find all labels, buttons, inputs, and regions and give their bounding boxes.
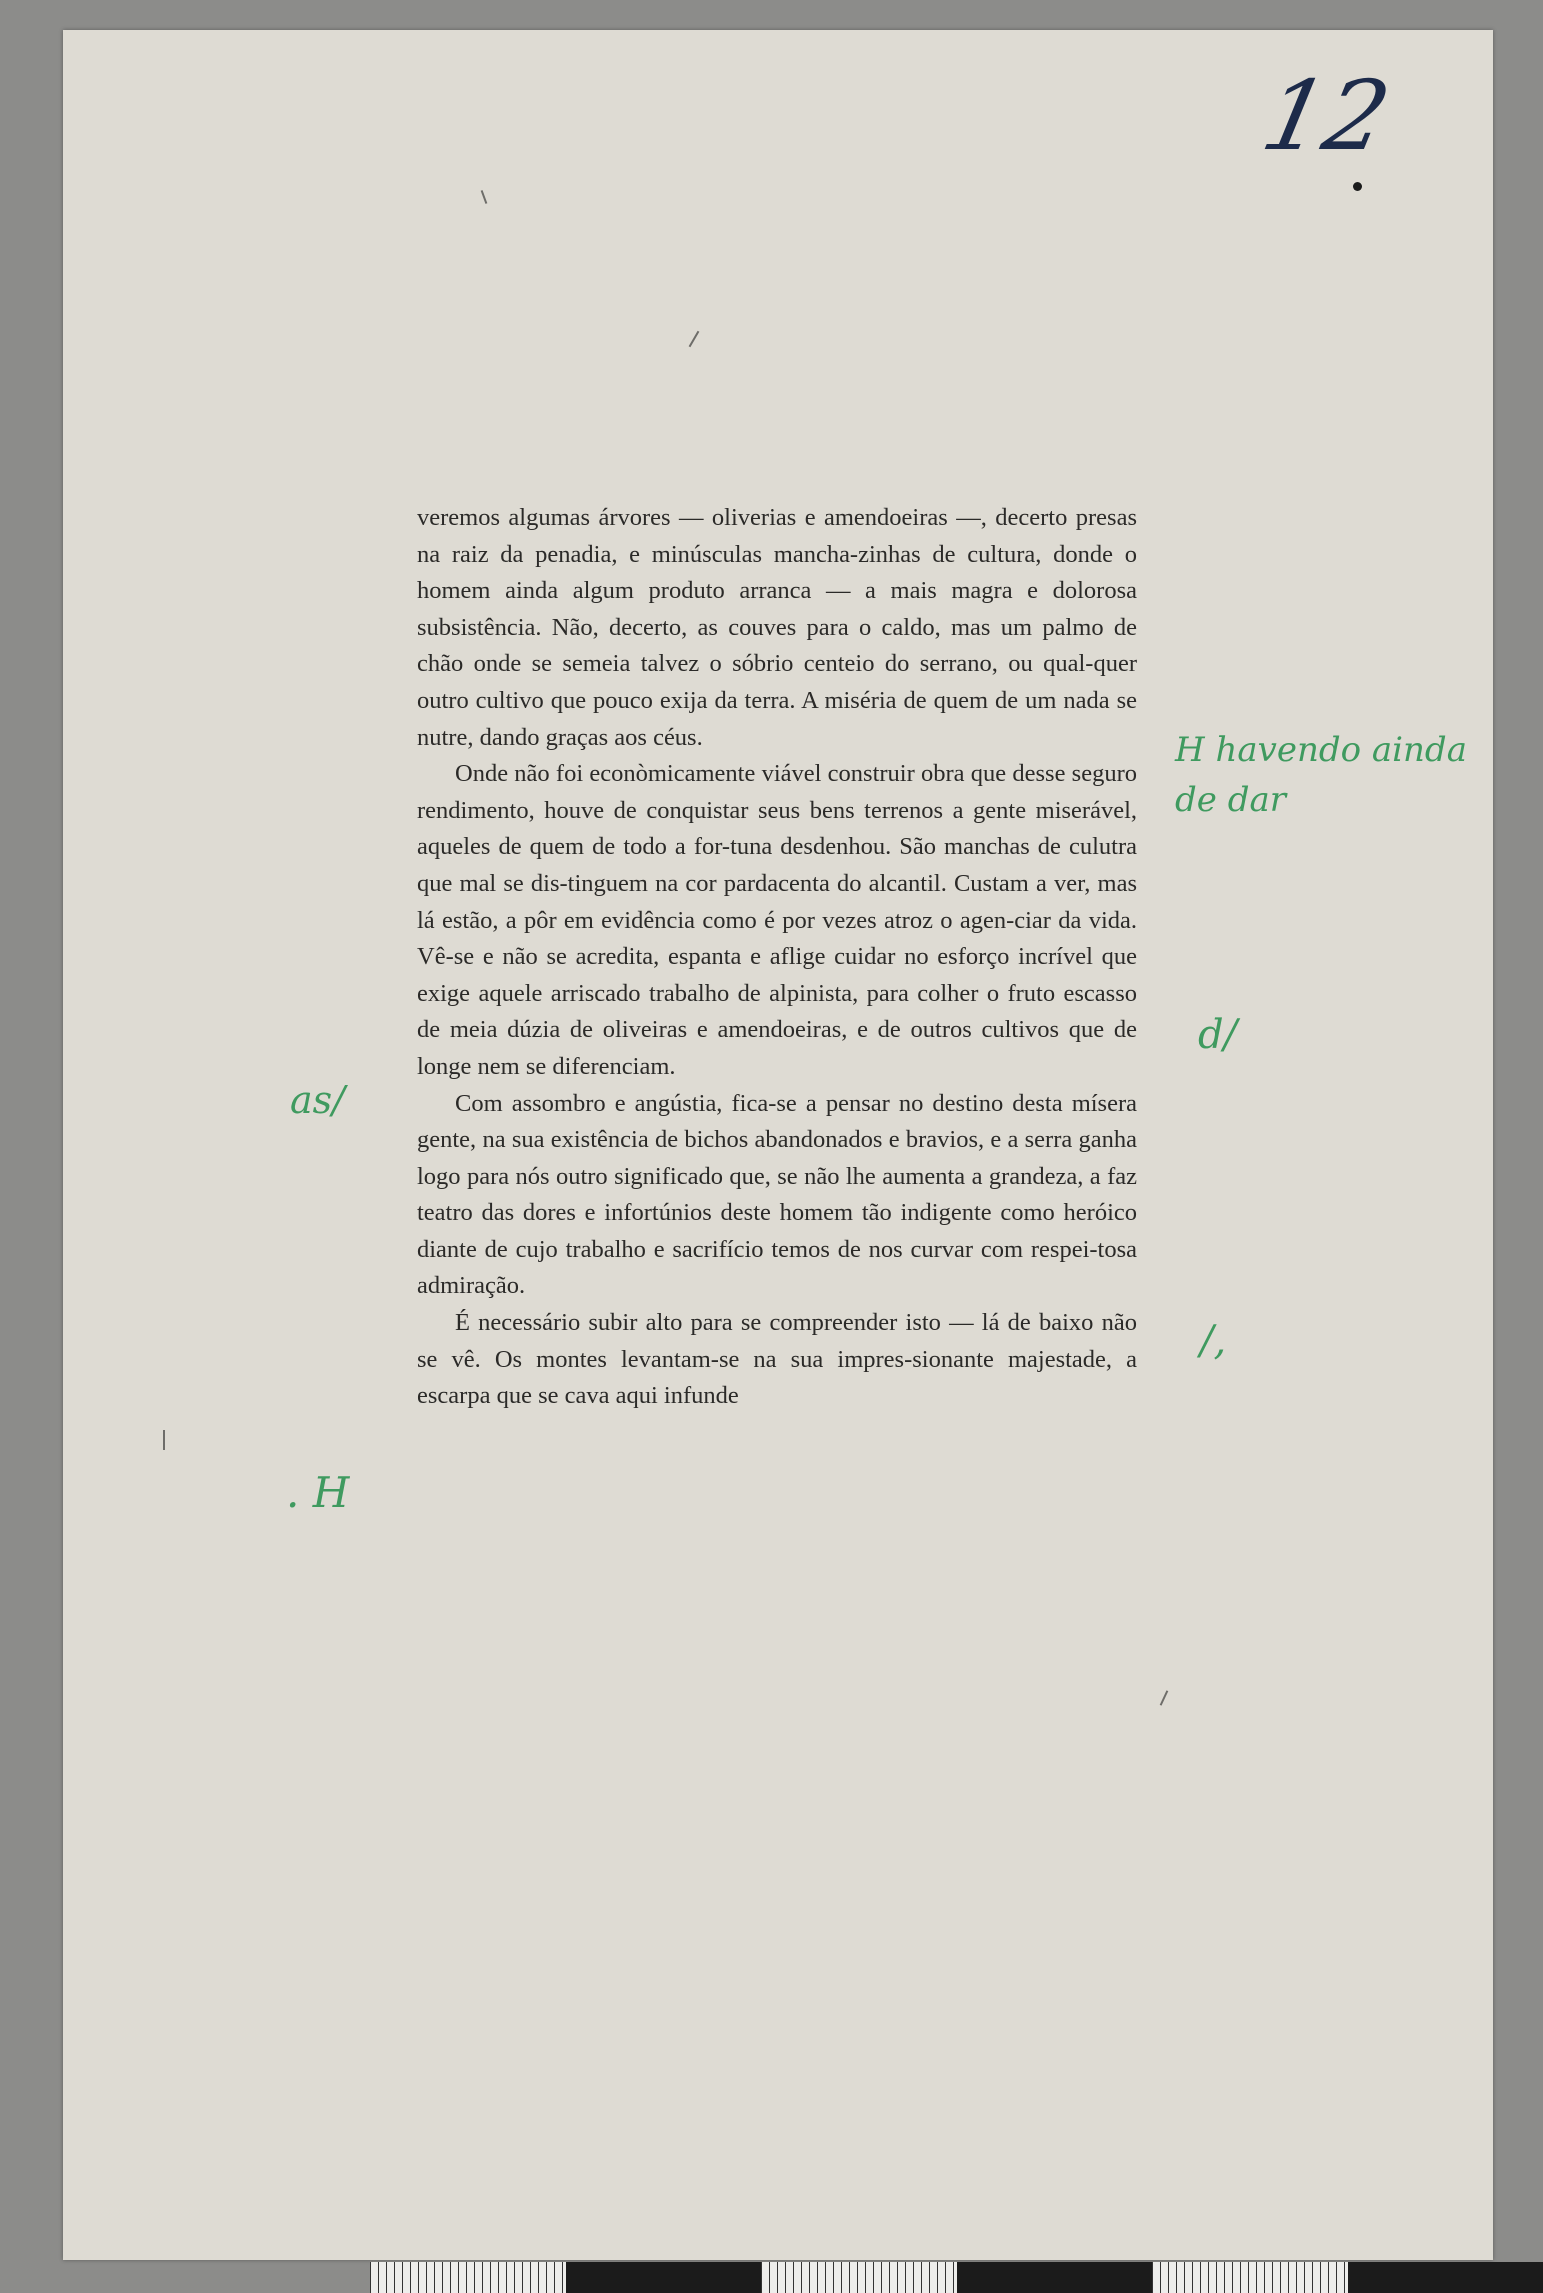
scale-segment	[566, 2262, 762, 2293]
page-number: 12	[1253, 60, 1400, 172]
color-scale-bar	[370, 2262, 1543, 2293]
ink-dot	[1353, 182, 1362, 191]
scale-segment	[1348, 2262, 1543, 2293]
paragraph-1: veremos algumas árvores — oliverias e amendoeiras —, decerto presas na raiz da penadia, e minúsculas mancha-zinhas de cultura, donde o homem ainda algum produto arranca — a mais magra e dolorosa subsistência. Não, decerto, as couves para o caldo, mas um palmo de chão onde se semeia talvez o sóbrio centeio do serrano, ou qual-quer outro cultivo que pouco exija da terra. A miséria de quem de um nada se nutre, dando graças aos céus.	[417, 504, 1137, 751]
margin-note-as: as/	[290, 1078, 345, 1122]
margin-note-comma: /,	[1200, 1318, 1227, 1364]
paper-fiber-mark	[163, 1430, 165, 1450]
paper-fiber-mark	[1160, 1690, 1169, 1705]
scale-segment	[370, 2262, 566, 2293]
body-text	[417, 500, 1137, 1415]
paragraph-3: Com assombro e angústia, fica-se a pensar no destino desta mísera gente, na sua existência de bichos abandonados e bravios, e a serra ganha logo para nós outro significado que, se não lhe aumenta a grandeza, a faz teatro das dores e infortúnios deste homem tão indigente como heróico diante de cujo trabalho e sacrifício temos de nos curvar com respei-tosa admiração.	[417, 1089, 1137, 1300]
paragraph-4: É necessário subir alto para se compreender isto — lá de baixo não se vê. Os montes levantam-se na sua impres-sionante majestade, a escarpa que se cava aqui infunde	[417, 1309, 1137, 1410]
paper-fiber-mark	[689, 331, 700, 348]
paper-fiber-mark	[481, 190, 488, 204]
margin-note-havendo-ainda-de-dar: H havendo ainda de dar	[1175, 730, 1467, 820]
scale-segment	[761, 2262, 957, 2293]
margin-note-d: d/	[1198, 1012, 1238, 1058]
scale-segment	[1152, 2262, 1348, 2293]
scale-segment	[957, 2262, 1153, 2293]
paragraph-2: Onde não foi econòmicamente viável construir obra que desse seguro rendimento, houve de conquistar seus bens terrenos a gente miserável, aqueles de quem de todo a for-tuna desdenhou. São manchas de culutra que mal se dis-tinguem na cor pardacenta do alcantil. Custam a ver, mas lá estão, a pôr em evidência como é por vezes atroz o agen-ciar da vida. Vê-se e não se acredita, espanta e aflige cuidar no esforço incrível que exige aquele arriscado trabalho de alpinista, para colher o fruto escasso de meia dúzia de oliveiras e amendoeiras, e de outros cultivos que de longe nem se diferenciam.	[417, 760, 1137, 1080]
margin-note-h: . H	[286, 1468, 350, 1517]
